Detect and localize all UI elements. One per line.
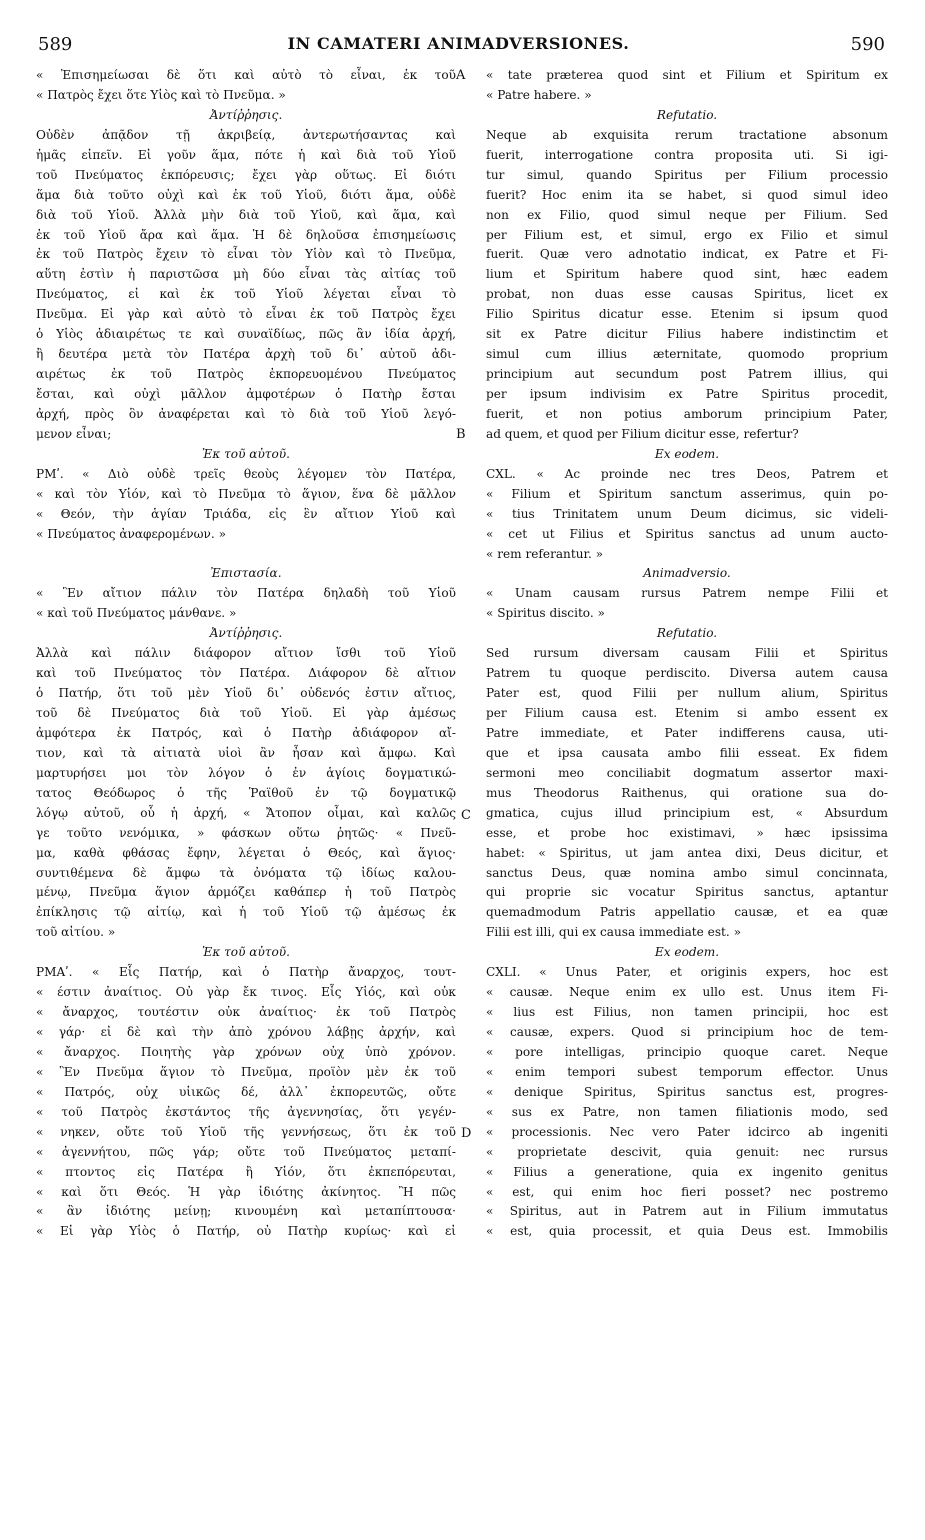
text-line: συντιθέμενα δὲ ἄμφω τὰ ὀνόματα τῷ ἰδίως καλου- [36,865,456,880]
text-line: sanctus Deus, quæ nomina ambo simul concinnata, [486,865,888,880]
text-line [36,545,456,565]
text-line: « ἂν ἰδιότης μείνῃ; κινουμένη καὶ μεταπίπτουσα· [36,1204,456,1219]
text-line: Neque ab exquisita rerum tractatione absonum [486,127,888,142]
text-line: ἐκ τοῦ Πατρὸς ἔχειν τὸ εἶναι τὸν Υἱὸν καὶ τὸ Πνεῦμα, [36,247,456,262]
text-line: μένῳ, Πνεῦμα ἅγιον ἁρμόζει καθάπερ ἡ τοῦ Πατρὸς [36,885,456,900]
text-line: μενον εἶναι; [36,426,112,441]
text-line: simul cum illius æternitate, quomodo proprium [486,347,888,362]
text-line: « καὶ τοῦ Πνεύματος μάνθανε. » [36,606,237,621]
section-heading: Ἀντίῤῥησις. [209,626,283,641]
text-line: CXLI. « Unus Pater, et originis expers, hoc est [486,965,888,980]
section-heading: Refutatio. [656,626,718,641]
text-line: μαρτυρήσει μοι τὸν λόγον ὁ ἐν ἁγίοις δογματικώ- [36,765,456,780]
text-line: qui proprie sic vocatur Spiritus sanctus, aptantur [486,885,888,900]
text-line: ἅμα διὰ τοῦτο οὐχὶ καὶ ἐκ τοῦ Υἱοῦ, διότι ἅμα, οὐδὲ [36,187,456,202]
text-line: γε τοῦτο νενόμικα, » φάσκων οὕτω ῥητῶς· « Πνεῦ- [36,825,456,840]
section-heading: Ἐκ τοῦ αὐτοῦ. [202,945,290,960]
text-line: « Unam causam rursus Patrem nempe Filii et [486,586,888,601]
text-line: « καὶ ὅτι Θεός. Ἡ γὰρ ἰδιότης ἀκίνητος. Ἢ πῶς [36,1184,456,1199]
text-line: « enim tempori subest temporum effector. Unus [486,1064,888,1079]
text-line: « Ἐπισημείωσαι δὲ ὅτι καὶ αὐτὸ τὸ εἶναι, ἐκ τοῦ [36,68,456,82]
margin-letter-a: A [456,68,466,83]
text-line: ad quem, et quod per Filium dicitur esse, refertur? [486,426,799,441]
text-line: habet: « Spiritus, ut jam antea dixi, Deus dicitur, et [486,845,888,860]
text-line: probat, non duas esse causas Spiritus, licet ex [486,287,888,302]
text-line: « Θεόν, τὴν ἁγίαν Τριάδα, εἰς ἓν αἴτιον Υἱοῦ καὶ [36,506,456,521]
text-line: non ex Filio, quod simul neque per Filium. Sed [486,207,888,222]
text-line: « Filius a generatione, quia ex ingenito genitus [486,1164,888,1179]
text-line: ἐκ τοῦ Υἱοῦ ἄρα καὶ ἅμα. Ἡ δὲ δηλοῦσα ἐπισημείωσις [36,227,456,242]
text-line: « causæ, expers. Quod si principium hoc de tem- [486,1025,888,1039]
text-line: sermoni meo conciliabit dogmatum assertor maxi- [486,765,888,780]
text-line: « ἄναρχος. Ποιητὴς γὰρ χρόνων οὐχ ὑπὸ χρόνον. [36,1044,456,1059]
text-line: ἢ δευτέρα μετὰ τὸν Πατέρα ἀρχὴ τοῦ δι᾽ αὐτοῦ ἀδι- [36,347,456,362]
text-line: « Filium et Spiritum sanctum asserimus, quin po- [486,486,888,501]
text-line: « Πνεύματος ἀναφερομένων. » [36,526,226,541]
text-line: lium et Spiritum habere quod sint, hæc eadem [486,267,888,282]
text-line: « Πατρός, οὐχ υἱικῶς δέ, ἀλλ᾽ ἐκπορευτῶς, οὔτε [36,1084,456,1099]
text-line: Sed rursum diversam causam Filii et Spiritus [486,646,888,661]
text-line: ἐπίκλησις τῷ αἰτίῳ, καὶ ἡ τοῦ Υἱοῦ τῷ ἀμέσως ἐκ [36,905,456,920]
text-line: « ἀγεννήτου, πῶς γάρ; οὔτε τοῦ Πνεύματος μεταπί- [36,1144,456,1159]
text-line: fuerit, et non potius amborum principium Pater, [486,406,888,421]
margin-letter-d: D [461,1126,472,1141]
page-number-right: 590 [850,34,885,55]
text-line: ἀμφότερα ἐκ Πατρός, καὶ ὁ Πατὴρ ἀδιάφορον αἴ- [36,725,456,740]
text-line: Οὐδὲν ἀπᾷδον τῇ ἀκριβείᾳ, ἀντερωτήσαντας καὶ [36,127,456,142]
text-line: « καὶ τὸν Υἱόν, καὶ τὸ Πνεῦμα τὸ ἅγιον, ἕνα δὲ μᾶλλον [36,486,456,501]
page-number-left: 589 [38,34,73,55]
text-line: « causæ. Neque enim ex ullo est. Unus item Fi- [486,985,888,1000]
text-line: τοῦ αἰτίου. » [36,925,116,940]
text-line: fuerit. Quæ vero adnotatio indicat, ex Patre et Fi- [486,247,888,262]
text-line: sit ex Patre dicitur Filius habere indistinctim et [486,327,888,342]
text-line: Filii est illi, qui ex causa immediate est. » [486,925,741,940]
text-line: per Filium causa est. Etenim si ambo essent ex [486,706,888,720]
text-line: fuerit? Hoc enim ita se habet, si quod simul ideo [486,187,888,202]
text-line: ὁ Πατήρ, ὅτι τοῦ μὲν Υἱοῦ δι᾽ οὐδενός ἐστιν αἴτιος, [36,686,456,701]
margin-letter-b: B [456,427,466,442]
text-line: per Filium est, et simul, ergo ex Filio et simul [486,227,888,242]
text-line: « proprietate descivit, quia genuit: nec rursus [486,1144,888,1159]
text-line: ΡΜʹ. « Διὸ οὐδὲ τρεῖς θεοὺς λέγομεν τὸν Πατέρα, [36,466,456,481]
latin-column [486,66,888,1242]
text-line: gmatica, cujus illud principium est, « Absurdum [486,805,888,820]
text-line: λόγῳ αὐτοῦ, οὗ ἡ ἀρχή, « Ἄτοπον οἶμαι, καὶ καλῶς [36,805,456,820]
section-heading: Animadversio. [643,566,731,581]
section-heading: Ἐπιστασία. [210,566,282,581]
text-line: « τοῦ Πατρὸς ἐκστάντος τῆς ἀγεννησίας, ὅτι γεγέν- [36,1104,456,1119]
text-line: Filio Spiritus dicatur esse. Etenim si ipsum quod [486,307,888,322]
text-line: esse, et probe hoc existimavi, » hæc ipsissima [486,825,888,840]
text-line: τοῦ Πνεύματος ἐκπόρευσις; ἔχει γὰρ οὕτως. Εἰ διότι [36,167,456,182]
text-line: mus Theodorus Raithenus, qui oratione sua do- [486,785,888,800]
text-line: ὁ Υἱὸς ἀδιαιρέτως τε καὶ συναϊδίως, πῶς ἂν ἰδία ἀρχή, [36,327,456,342]
text-line: CXL. « Ac proinde nec tres Deos, Patrem et [486,466,888,481]
text-line: τατος Θεόδωρος ὁ τῆς Ῥαϊθοῦ ἐν τῷ δογματικῷ [36,785,456,800]
section-heading: Ex eodem. [654,945,720,960]
text-line: « est, quia processit, et quia Deus est. Immobilis [486,1224,888,1239]
section-heading: Refutatio. [656,107,718,122]
text-line: τοῦ δὲ Πνεύματος διὰ τοῦ Υἱοῦ. Εἰ γὰρ ἀμέσως [36,706,456,720]
text-line: τιον, καὶ τὰ αἰτιατὰ υἱοὶ ἂν ἦσαν καὶ ἄμφω. Καὶ [36,745,456,760]
greek-column [36,66,456,1242]
text-line: « Spiritus, aut in Patrem aut in Filium immutatus [486,1204,888,1219]
text-line: « γάρ· εἰ δὲ καὶ τὴν ἀπὸ χρόνου λάβῃς ἀρχήν, καὶ [36,1025,456,1039]
text-line: « tius Trinitatem unum Deum dicimus, sic videli- [486,506,888,521]
text-line: « πτοντος εἰς Πατέρα ἢ Υἱόν, ὅτι ἐκπεπόρευται, [36,1164,456,1179]
text-line: « Ἓν αἴτιον πάλιν τὸν Πατέρα δηλαδὴ τοῦ Υἱοῦ [36,586,456,601]
text-line: Patrem tu quoque perdiscito. Diversa autem causa [486,666,888,681]
text-line: ἀρχή, πρὸς ὃν ἀναφέρεται καὶ τὸ διὰ τοῦ Υἱοῦ λεγό- [36,406,456,421]
text-line: « rem referantur. » [486,546,604,561]
section-heading: Ex eodem. [654,446,720,461]
text-line: quemadmodum Patris appellatio causæ, et ea quæ [486,905,888,920]
text-line: ἔσται, καὶ οὐχὶ μᾶλλον ἀμφοτέρων ὁ Πατὴρ ἔσται [36,387,456,401]
text-line: « sus ex Patre, non tamen filiationis modo, sed [486,1104,888,1119]
section-heading: Ἀντίῤῥησις. [209,107,283,122]
text-line: principium aut secundum post Patrem illius, qui [486,367,888,382]
text-line: « lius est Filius, non tamen principii, hoc est [486,1005,888,1020]
text-line: que et ipsa causata ambo filii esseat. Ex fidem [486,745,888,760]
text-line: tur simul, quando Spiritus per Filium processio [486,167,888,182]
text-line: αιρέτως ἐκ τοῦ Πατρὸς ἐκπορευομένου Πνεύματος [36,367,456,382]
text-line: καὶ τοῦ Πνεύματος τὸν Πατέρα. Διάφορον δὲ αἴτιον [36,666,456,681]
text-line: « est, qui enim hoc fieri posset? nec postremo [486,1184,888,1199]
text-line: Patre immediate, et Pater indifferens causa, uti- [486,725,888,740]
page-header [32,34,885,64]
text-line: « νηκεν, οὔτε τοῦ Υἱοῦ τῆς γεννήσεως, ὅτι ἐκ τοῦ [36,1124,456,1139]
text-line: αὕτη ἐστὶν ἡ παριστῶσα μὴ δύο εἶναι τὰς αἰτίας τοῦ [36,267,456,282]
text-line: Ἀλλὰ καὶ πάλιν διάφορον αἴτιον ἴσθι τοῦ Υἱοῦ [36,646,456,661]
text-line: διὰ τοῦ Υἱοῦ. Ἀλλὰ μὴν διὰ τοῦ Υἱοῦ, καὶ ἅμα, καὶ [36,207,456,222]
text-line: « έστιν ἀναίτιος. Οὐ γὰρ ἔκ τινος. Εἷς Υἱός, καὶ οὐκ [36,985,456,1000]
text-line: fuerit, interrogatione contra proposita uti. Si igi- [486,147,888,162]
text-line: Pater est, quod Filii per nullum alium, Spiritus [486,686,888,701]
text-line: per ipsum indivisim ex Patre Spiritus procedit, [486,387,888,401]
text-line: « Ἓν Πνεῦμα ἅγιον τὸ Πνεῦμα, προϊὸν μὲν ἐκ τοῦ [36,1064,456,1079]
text-line: « processionis. Nec vero Pater idcirco ab ingeniti [486,1124,888,1139]
text-line: « pore intelligas, principio quoque caret. Neque [486,1044,888,1059]
text-line: « denique Spiritus, Spiritus sanctus est, progres- [486,1084,888,1099]
text-line: ΡΜΑʹ. « Εἷς Πατήρ, καὶ ὁ Πατὴρ ἄναρχος, τουτ- [36,965,456,980]
text-line: μα, καθὰ φθάσας ἔφην, λέγεται ὁ Θεός, καὶ ἅγιος· [36,845,456,860]
text-line: ἡμᾶς εἰπεῖν. Εἰ γοῦν ἅμα, πότε ἡ καὶ διὰ τοῦ Υἱοῦ [36,147,456,162]
text-line: « tate præterea quod sint et Filium et Spiritum ex [486,68,888,82]
text-line: Πνεύματος, εἰ καὶ ἐκ τοῦ Υἱοῦ λέγεται εἶναι τὸ [36,287,456,302]
text-line: « Εἰ γὰρ Υἱὸς ὁ Πατήρ, οὐ Πατὴρ κυρίως· καὶ εἰ [36,1224,456,1239]
margin-letter-c: C [461,808,471,823]
text-line: « cet ut Filius et Spiritus sanctus ad unum aucto- [486,526,888,541]
text-line: « Patre habere. » [486,87,592,102]
text-line: « Spiritus discito. » [486,606,605,621]
text-line: « ἄναρχος, τουτέστιν οὐκ ἀναίτιος· ἐκ τοῦ Πατρὸς [36,1005,456,1020]
text-line: Πνεῦμα. Εἰ γὰρ καὶ αὐτὸ τὸ εἶναι ἐκ τοῦ Πατρὸς ἔχει [36,307,456,322]
running-title: IN CAMATERI ANIMADVERSIONES. [287,34,630,53]
section-heading: Ἐκ τοῦ αὐτοῦ. [202,446,290,461]
text-line: « Πατρὸς ἔχει ὅτε Υἱὸς καὶ τὸ Πνεῦμα. » [36,87,286,102]
